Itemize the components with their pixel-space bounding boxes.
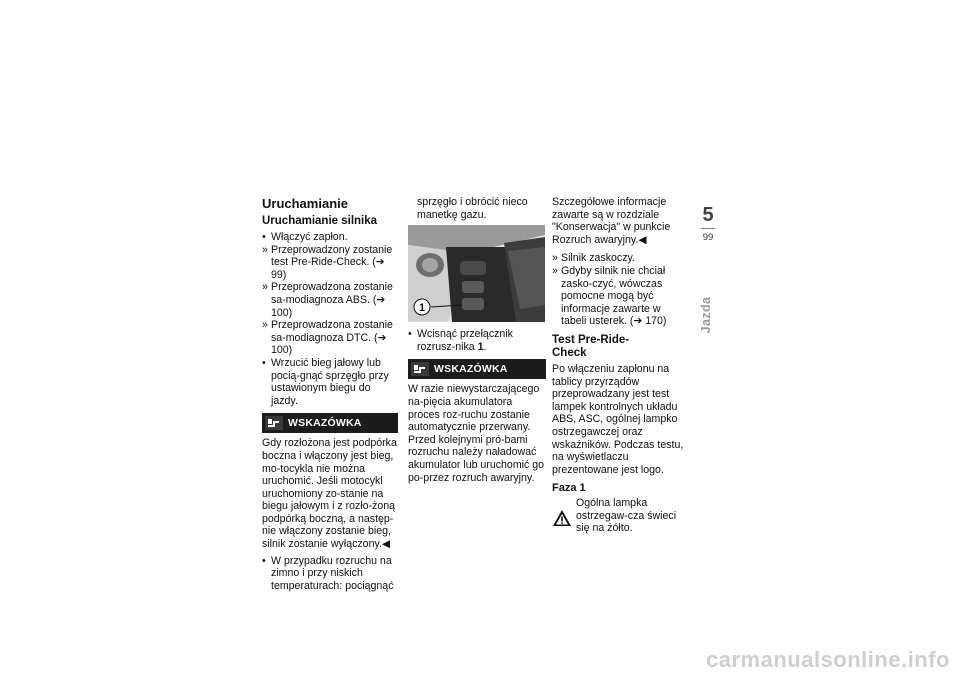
starter-switch-photo: [408, 225, 545, 322]
list-item-text: Włączyć zapłon.: [271, 231, 348, 243]
chapter-label-vertical: [696, 296, 718, 334]
list-item: [262, 281, 398, 319]
list-item: [262, 555, 398, 593]
section-heading-starting-engine: Uruchamianie silnika: [262, 215, 378, 227]
chapter-marker: [695, 204, 721, 243]
section-heading-pre-ride-check: Test Pre-Ride-Check: [552, 333, 630, 359]
chapter-number: 5: [702, 204, 714, 226]
section-text: Po włączeniu zapłonu na tablicy przyrządów przeprowadzany jest test lampek kontrolnych układu ABS, ASC, ogólnej lampko ostrzegawczej oraz wskaźników. Podczas testu, na wyświetlaczu prezentowane jest logo.: [552, 362, 684, 476]
note-header: [408, 359, 546, 379]
result-marker: »: [552, 252, 558, 265]
result-marker: »: [262, 281, 268, 294]
list-item-text: Wrzucić bieg jałowy lub pocią-gnąć sprzęgło przy ustawionym biegu do jazdy.: [271, 356, 389, 407]
page-number: 99: [702, 232, 714, 243]
list-item-text: Przeprowadzona zostanie sa-modiagnoza DTC. (➔ 100): [271, 319, 393, 357]
chapter-divider: [701, 228, 715, 229]
chapter-label: Jazda: [699, 296, 713, 334]
intro-text: Szczegółowe informacje zawarte są w rozdziale "Konserwacja" w punkcie Rozruch awaryjny.◀: [552, 196, 671, 246]
list-item: [552, 252, 688, 265]
page-title: Uruchamianie: [262, 196, 348, 211]
watermark: carmanualsonline.info: [706, 647, 950, 672]
list-item-text: W przypadku rozruchu na zimno i przy niskich temperaturach: pociągnąć: [271, 554, 394, 592]
bullet-marker: •: [408, 328, 412, 341]
callout-reference: 1: [477, 340, 484, 353]
list-item: [552, 265, 688, 328]
column-3: [552, 196, 688, 535]
list-item-text: Przeprowadzony zostanie test Pre-Ride-Check. (➔ 99): [271, 243, 393, 281]
list-item-text: Wcisnąć przełącznik rozrusz-nika: [417, 328, 513, 353]
warning-triangle-icon: [552, 509, 572, 527]
note-header: [262, 413, 398, 433]
column-2: [408, 196, 546, 484]
phase-warning: [552, 497, 688, 535]
list-item: [262, 319, 398, 357]
steps-list: [262, 231, 398, 407]
note-label: WSKAZÓWKA: [288, 417, 362, 430]
list-item: [262, 357, 398, 407]
note-label: WSKAZÓWKA: [434, 363, 508, 376]
result-marker: »: [262, 319, 268, 332]
note-text: Gdy rozłożona jest podpórka boczna i włączony jest bieg, mo-tocykla nie można uruchomić. Jeśli motocykl uruchomiony zo-stanie na biegu jałowym i z rozło-żoną podpórką boczną, a następ-nie włączony zostanie bieg, silnik zostanie wyłączony.◀: [262, 437, 397, 551]
note-hand-icon: [411, 362, 429, 376]
note-text: W razie niewystarczającego na-pięcia akumulatora proces roz-ruchu zostanie automatycznie przerwany. Przed kolejnymi pró-bami rozruchu należy naładować akumulator lub uruchomić go po-przez rozruch awaryjny.: [408, 383, 545, 484]
list-item-text: Przeprowadzona zostanie sa-modiagnoza ABS. (➔ 100): [271, 281, 393, 319]
phase-heading: Faza 1: [552, 482, 586, 495]
steps-list: [408, 328, 546, 353]
result-marker: »: [262, 243, 268, 256]
steps-list: [552, 252, 688, 328]
note-hand-icon: [265, 416, 283, 430]
list-item-text-end: .: [483, 340, 487, 353]
phase-text: Ogólna lampka ostrzegaw-cza świeci się na żółto.: [576, 497, 677, 535]
list-item: [262, 231, 398, 244]
steps-list: [262, 555, 398, 593]
list-item: [408, 328, 546, 353]
result-marker: »: [552, 264, 558, 277]
bullet-marker: •: [262, 356, 266, 369]
column-1: [262, 196, 398, 592]
bullet-marker: •: [262, 231, 266, 243]
continued-text: sprzęgło i obrócić nieco manetkę gazu.: [417, 196, 528, 221]
bullet-marker: •: [262, 554, 266, 567]
list-item-text: Silnik zaskoczy.: [561, 252, 635, 265]
photo-callout-label: 1: [418, 302, 426, 315]
list-item: [262, 244, 398, 282]
list-item-text: Gdyby silnik nie chciał zasko-czyć, wówczas pomocne mogą być informacje zawarte w tabeli usterek. (➔ 170): [561, 264, 667, 328]
